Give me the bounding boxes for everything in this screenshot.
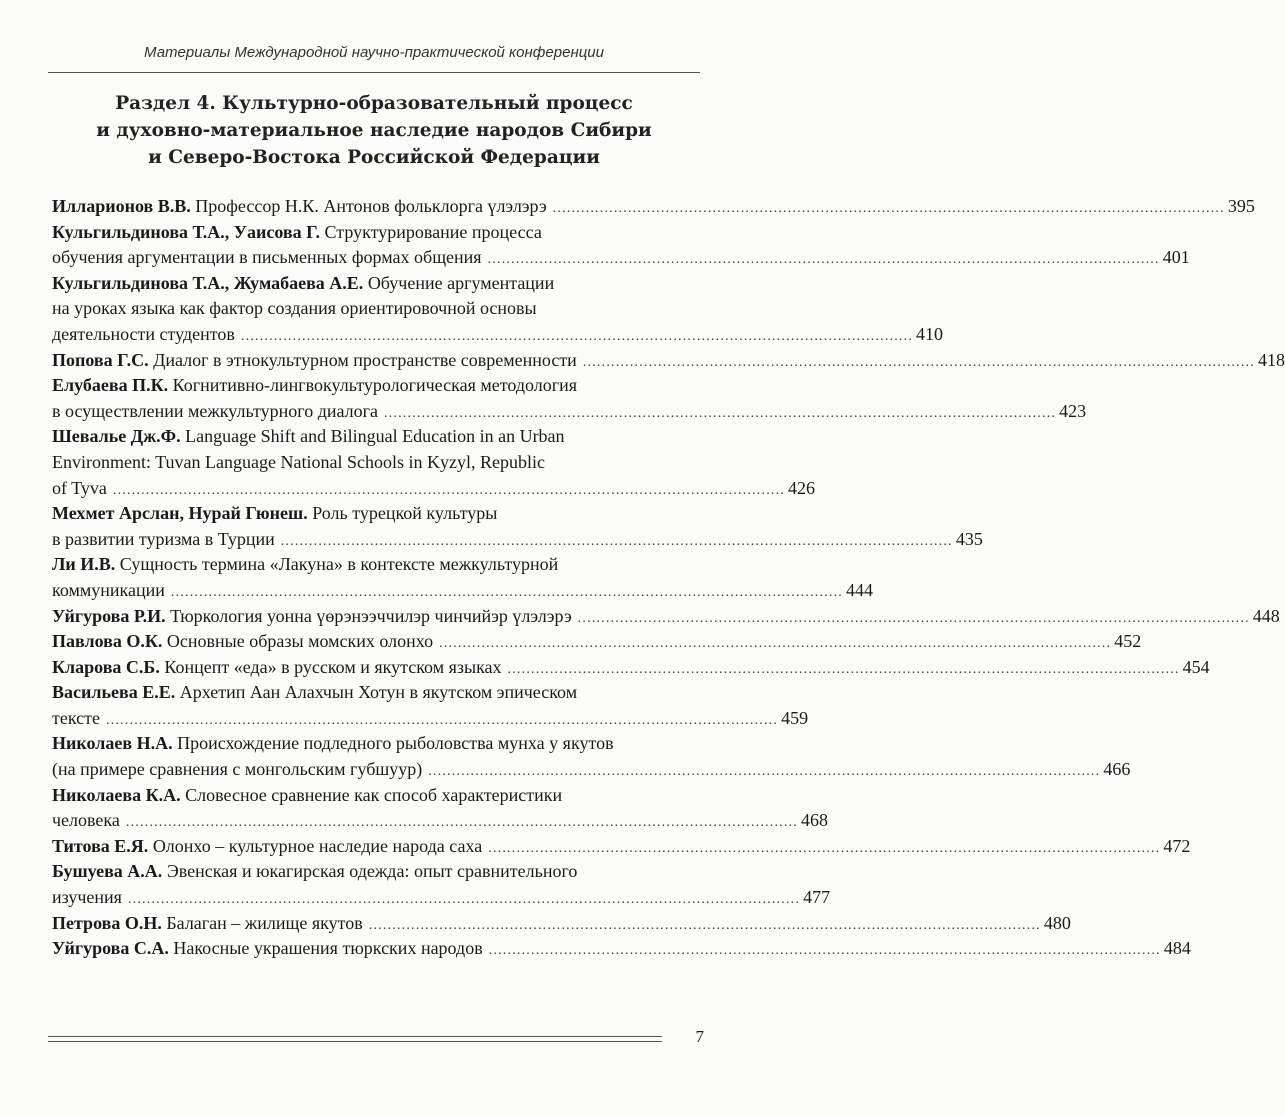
toc-entry <box>52 859 831 910</box>
toc-entry-page: 448 <box>1252 605 1280 626</box>
toc-entry-title: Концепт «еда» в русском и якутском языках <box>164 656 502 677</box>
dot-leader: ............................................................................................................................................... <box>170 584 844 600</box>
toc-entry-page: 472 <box>1163 835 1191 856</box>
toc-entry-title: Структурирование процесса <box>324 221 542 242</box>
toc-entry-line <box>52 399 1087 425</box>
toc-entry-page: 423 <box>1059 400 1087 421</box>
toc-entry-line <box>52 859 699 885</box>
toc-entry-line <box>52 296 699 322</box>
dot-leader: ............................................................................................................................................... <box>384 405 1057 421</box>
toc-entry-line <box>52 373 699 399</box>
toc-entry-author: Илларионов В.В. <box>52 196 191 216</box>
toc-entry-page: 401 <box>1162 247 1190 268</box>
toc-entry-title: (на примере сравнения с монгольским губшуур) <box>52 759 423 780</box>
toc-entry-page: 410 <box>916 323 944 344</box>
section-title-line: и духовно-материальное наследие народов Сибири <box>96 120 652 141</box>
toc-entry-line <box>52 271 699 297</box>
dot-leader: ............................................................................................................................................... <box>368 917 1041 933</box>
toc-entry-line <box>52 245 1190 271</box>
toc-entry-title: Архетип Аан Алахчын Хотун в якутском эпическом <box>179 682 578 703</box>
toc-entry-title: на уроках языка как фактор создания ориентировочной основы <box>52 298 537 319</box>
toc-entry-author: Мехмет Арслан, Нурай Гюнеш. <box>52 503 308 524</box>
header-rule <box>48 72 700 73</box>
toc-entry-line <box>52 757 1131 783</box>
toc-entry-line <box>52 808 828 834</box>
toc-entry-line <box>52 450 699 476</box>
toc-entry <box>52 629 1142 655</box>
page-number: 7 <box>695 1027 704 1046</box>
toc-entry-author: Кульгильдинова Т.А., Жумабаева А.Е. <box>52 272 364 293</box>
section-title-line: Раздел 4. Культурно-образовательный процесс <box>115 93 633 114</box>
section-title-line: и Северо-Востока Российской Федерации <box>148 147 600 168</box>
toc-entry-line <box>52 424 699 450</box>
toc-entry-line <box>52 629 1142 655</box>
toc-entry <box>52 424 816 501</box>
footer-rule <box>48 1041 662 1042</box>
toc-entry-line <box>52 348 1285 374</box>
toc-entry-page: 480 <box>1043 912 1071 933</box>
toc-entry-page: 426 <box>788 477 816 498</box>
toc-entry-title: обучения аргументации в письменных формах общения <box>52 247 482 268</box>
toc-entry-line <box>52 731 699 757</box>
dot-leader: ............................................................................................................................................... <box>240 328 914 344</box>
toc-entry-title: Словесное сравнение как способ характеристики <box>185 784 563 805</box>
toc-entry-line <box>52 655 1210 681</box>
toc-entry-line <box>52 552 699 578</box>
toc-entry-author: Николаев Н.А. <box>52 733 173 754</box>
toc-entry <box>52 194 1255 220</box>
dot-leader: ............................................................................................................................................... <box>577 610 1250 626</box>
dot-leader: ............................................................................................................................................... <box>488 943 1161 959</box>
dot-leader: ............................................................................................................................................... <box>487 252 1160 268</box>
toc-entry-page: 466 <box>1103 759 1131 780</box>
toc-entry <box>52 680 809 731</box>
toc-entry-page: 484 <box>1163 938 1191 959</box>
toc-entry <box>52 348 1285 374</box>
toc-entry-author: Николаева К.А. <box>52 784 181 805</box>
toc-entry-title: Основные образы момских олонхо <box>166 631 434 652</box>
toc-entry-page: 395 <box>1227 196 1255 216</box>
toc-entry <box>52 501 983 552</box>
toc-entry-page: 418 <box>1257 349 1285 370</box>
toc-entry-title: коммуникации <box>52 579 165 600</box>
dot-leader: ............................................................................................................................................... <box>582 354 1255 370</box>
toc-entry-title: изучения <box>52 887 122 908</box>
toc-entry <box>52 604 1280 630</box>
toc-entry-line <box>52 604 1280 630</box>
toc-entry-title: Происхождение подледного рыболовства мунха у якутов <box>177 733 614 754</box>
toc-entry-page: 452 <box>1114 631 1142 652</box>
footer-rule <box>48 1036 662 1037</box>
dot-leader: ............................................................................................................................................... <box>439 636 1112 652</box>
toc-entry <box>52 271 944 348</box>
toc-entry <box>52 655 1210 681</box>
running-header: Материалы Международной научно-практической конференции <box>144 44 604 61</box>
toc-entry-author: Ли И.В. <box>52 554 116 575</box>
toc-entry-title: of Tyva <box>52 477 107 498</box>
toc-entry-title: Language Shift and Bilingual Education in an Urban <box>185 426 565 447</box>
toc-entry-line <box>52 680 699 706</box>
toc-entry-title: Балаган – жилище якутов <box>166 912 363 933</box>
toc-entry-author: Уйгурова С.А. <box>52 938 169 959</box>
toc-entry-page: 435 <box>955 528 983 549</box>
toc-entry-page: 454 <box>1182 656 1210 677</box>
toc-entry-line <box>52 220 699 246</box>
toc-entry-line <box>52 578 874 604</box>
toc-entry-page: 459 <box>781 707 809 728</box>
toc-entry <box>52 783 828 834</box>
toc-entry-title: Эвенская и юкагирская одежда: опыт сравнительного <box>166 861 578 882</box>
toc-entry-title: Environment: Tuvan Language National Schools in Kyzyl, Republic <box>52 451 545 472</box>
toc-entry-author: Попова Г.С. <box>52 349 149 370</box>
toc-entry-page: 444 <box>846 579 874 600</box>
toc-entry-page: 468 <box>800 810 828 831</box>
toc-entry <box>52 834 1191 860</box>
toc-entry-title: Роль турецкой культуры <box>312 503 498 524</box>
toc-entry <box>52 731 1131 782</box>
toc-entry-author: Кларова С.Б. <box>52 656 160 677</box>
toc-entry-author: Уйгурова Р.И. <box>52 605 166 626</box>
toc-entry-title: Обучение аргументации <box>367 272 555 293</box>
toc-entry-title: Диалог в этнокультурном пространстве современности <box>153 349 577 370</box>
toc-entry-title: тексте <box>52 707 100 728</box>
toc-entry-title: в развитии туризма в Турции <box>52 528 275 549</box>
toc-entry-title: Сущность термина «Лакуна» в контексте межкультурной <box>119 554 559 575</box>
toc-entry <box>52 373 1087 424</box>
toc-entry-author: Бушуева А.А. <box>52 861 163 882</box>
toc-entry-title: Когнитивно-лингвокультурологическая методология <box>172 375 578 396</box>
toc-entry-title: деятельности студентов <box>52 323 235 344</box>
toc-entry-line <box>52 706 809 732</box>
toc-entry-line <box>52 936 1191 962</box>
dot-leader: ............................................................................................................................................... <box>106 712 779 728</box>
dot-leader: ............................................................................................................................................... <box>125 815 798 831</box>
dot-leader: ............................................................................................................................................... <box>127 892 801 908</box>
toc-entry-line <box>52 783 699 809</box>
toc-entry-line <box>52 194 1255 220</box>
dot-leader: ............................................................................................................................................... <box>112 482 786 498</box>
dot-leader: ............................................................................................................................................... <box>280 533 953 549</box>
toc-entry-author: Шевалье Дж.Ф. <box>52 426 181 447</box>
toc-entry-title: Тюркология уонна үөрэнээччилэр чинчийэр үлэлэрэ <box>170 605 572 626</box>
toc-entry-author: Кульгильдинова Т.А., Уаисова Г. <box>52 221 321 242</box>
toc-entry-title: Профессор Н.К. Антонов фольклорга үлэлэрэ <box>195 196 547 216</box>
toc-entry <box>52 911 1071 937</box>
toc-entry-author: Петрова О.Н. <box>52 912 162 933</box>
toc-entry-author: Павлова О.К. <box>52 631 163 652</box>
toc-entry-line <box>52 527 983 553</box>
toc-entry-author: Елубаева П.К. <box>52 375 169 396</box>
toc-entry-page: 477 <box>803 887 831 908</box>
toc-entry <box>52 936 1191 962</box>
dot-leader: ............................................................................................................................................... <box>507 661 1180 677</box>
toc-entry-line <box>52 501 699 527</box>
toc-entry-title: человека <box>52 810 120 831</box>
toc-entry-title: Олонхо – культурное наследие народа саха <box>152 835 483 856</box>
toc-entry-title: Накосные украшения тюркских народов <box>173 938 483 959</box>
dot-leader: ............................................................................................................................................... <box>552 201 1225 216</box>
toc-entry <box>52 552 874 603</box>
dot-leader: ............................................................................................................................................... <box>488 840 1161 856</box>
table-of-contents <box>52 194 1285 962</box>
toc-entry-line <box>52 834 1191 860</box>
dot-leader: ............................................................................................................................................... <box>428 764 1101 780</box>
toc-entry-author: Титова Е.Я. <box>52 835 149 856</box>
toc-entry-line <box>52 911 1071 937</box>
toc-entry-author: Васильева Е.Е. <box>52 682 176 703</box>
section-title <box>48 90 700 171</box>
toc-entry-title: в осуществлении межкультурного диалога <box>52 400 378 421</box>
toc-entry-line <box>52 322 944 348</box>
toc-entry-line <box>52 885 831 911</box>
toc-entry-line <box>52 476 816 502</box>
toc-entry <box>52 220 1190 271</box>
